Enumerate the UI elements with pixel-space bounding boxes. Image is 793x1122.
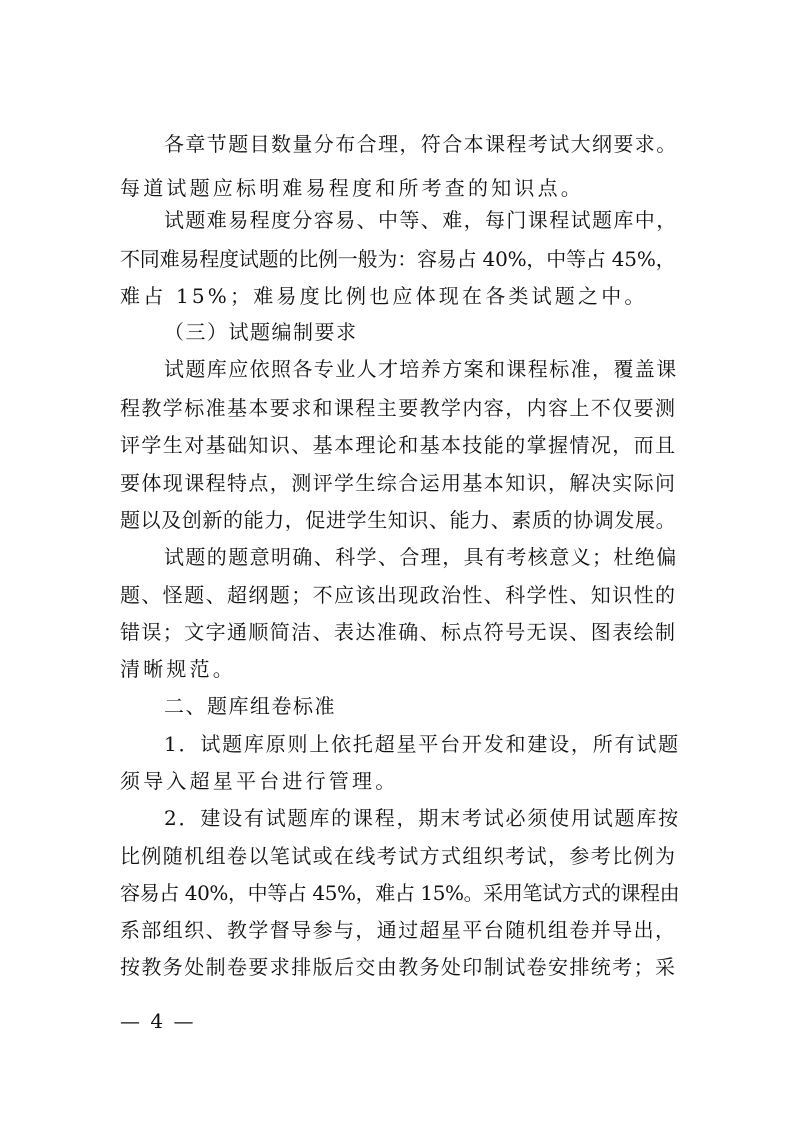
- body-text-line: 系部组织、教学督导参与，通过超星平台随机组卷并导出，: [120, 918, 677, 942]
- body-text-line: 容易占 40%，中等占 45%，难占 15%。采用笔试方式的课程由: [120, 881, 680, 905]
- body-text-line: 错误；文字通顺简洁、表达准确、标点符号无误、图表绘制: [120, 620, 677, 644]
- body-text-line: 须导入超星平台进行管理。: [120, 769, 399, 793]
- body-text-line: 每道试题应标明难易程度和所考查的知识点。: [120, 176, 584, 200]
- body-text-line: 按教务处制卷要求排版后交由教务处印制试卷安排统考；采: [120, 955, 677, 979]
- section-heading: （三）试题编制要求: [164, 320, 358, 344]
- body-text-line: 程教学标准基本要求和课程主要教学内容，内容上不仅要测: [120, 396, 677, 420]
- body-text-line: 试题的题意明确、科学、合理，具有考核意义；杜绝偏: [164, 545, 678, 569]
- body-text-line: 清晰规范。: [120, 657, 236, 681]
- body-text-line: 试题难易程度分容易、中等、难，每门课程试题库中，: [164, 208, 678, 232]
- body-text-line: 难占 15%；难易度比例也应体现在各类试题之中。: [120, 284, 648, 308]
- body-text-line: 题以及创新的能力，促进学生知识、能力、素质的协调发展。: [120, 508, 677, 532]
- body-text-line: 不同难易程度试题的比例一般为：容易占 40%，中等占 45%，: [120, 247, 676, 271]
- body-text-line: 要体现课程特点，测评学生综合运用基本知识，解决实际问: [120, 471, 677, 495]
- body-text-line: 1．试题库原则上依托超星平台开发和建设，所有试题: [164, 732, 680, 756]
- body-text-line: 2．建设有试题库的课程，期末考试必须使用试题库按: [164, 806, 680, 830]
- body-text-line: 试题库应依照各专业人才培养方案和课程标准，覆盖课: [164, 357, 678, 381]
- body-text-line: 比例随机组卷以笔试或在线考试方式组织考试，参考比例为: [120, 844, 677, 868]
- section-heading: 二、题库组卷标准: [164, 694, 336, 718]
- body-text-line: 评学生对基础知识、基本理论和基本技能的掌握情况，而且: [120, 433, 677, 457]
- body-text-line: 各章节题目数量分布合理，符合本课程考试大纲要求。: [164, 132, 678, 156]
- page-number: — 4 —: [120, 1009, 196, 1033]
- body-text-line: 题、怪题、超纲题；不应该出现政治性、科学性、知识性的: [120, 583, 677, 607]
